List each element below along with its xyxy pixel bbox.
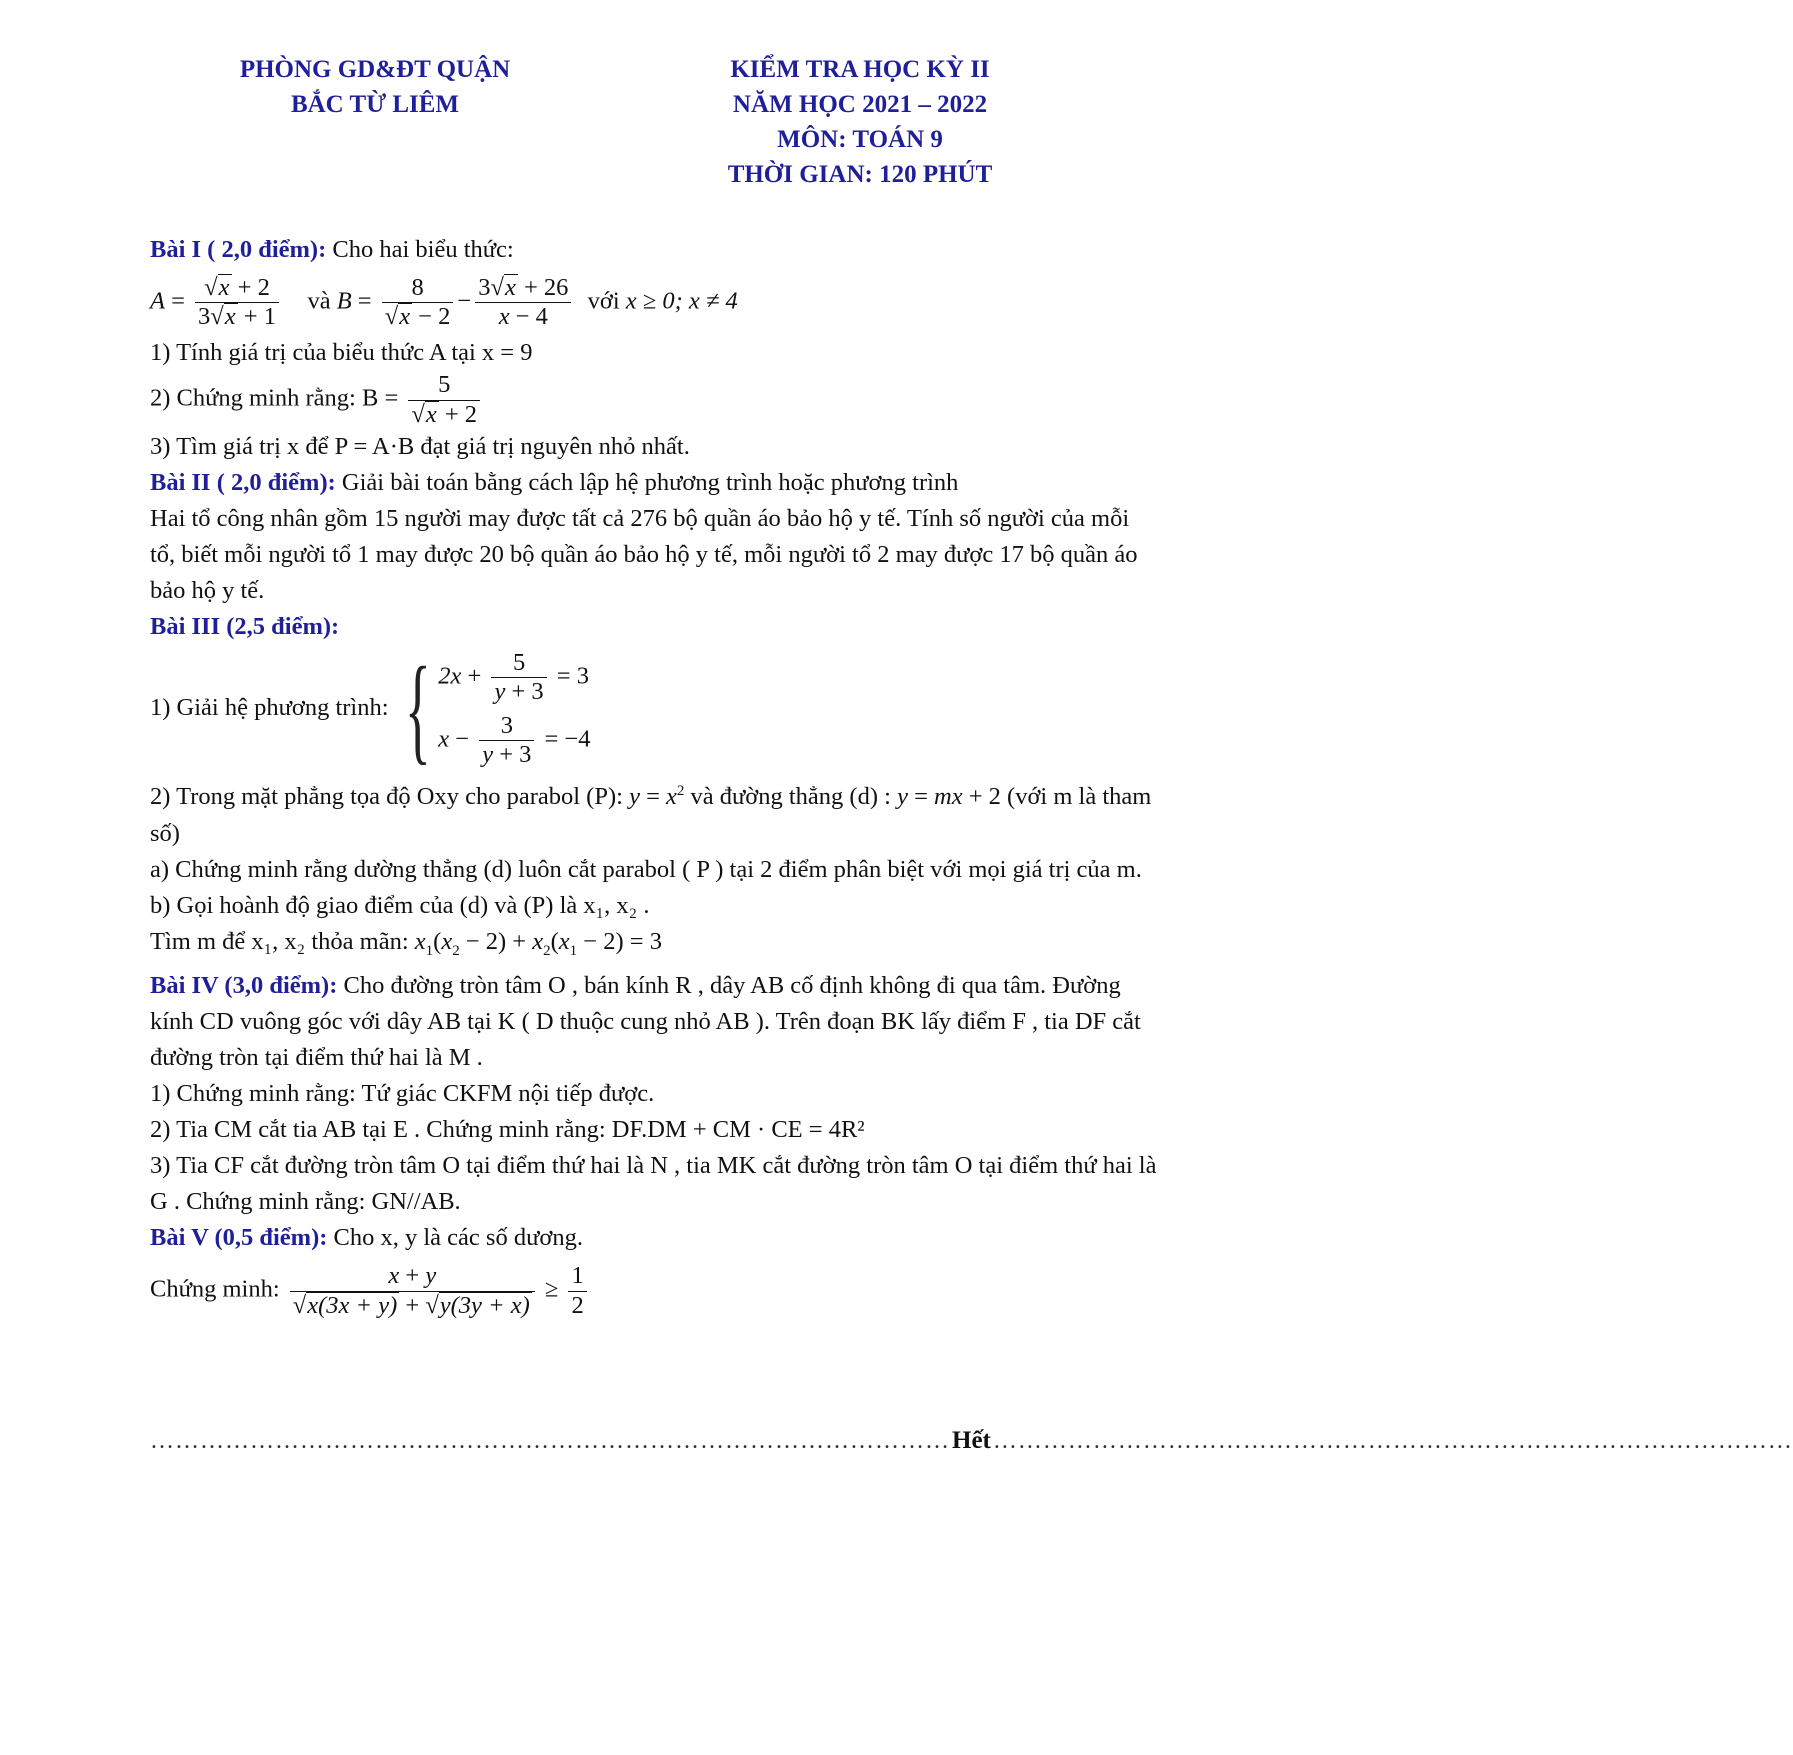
bai3-q2-pre: 2) Trong mặt phẳng tọa độ Oxy cho parabol (P):	[150, 783, 623, 811]
bai5-heading	[150, 1220, 1160, 1256]
equation-system: { 2x + $\frac{5}{y + 3}$ = 3 x − $\frac{3}{y + 3}$ = −4	[404, 642, 591, 776]
equation-1: 2x + $\frac{5}{y + 3}$ = 3	[438, 648, 589, 705]
header-exam-time: THỜI GIAN: 120 PHÚT	[727, 161, 993, 188]
bai1-title: Bài I ( 2,0 điểm):	[150, 236, 327, 263]
bai4-title: Bài IV (3,0 điểm):	[150, 972, 338, 1000]
header-exam-subject: MÔN: TOÁN 9	[777, 126, 943, 153]
equation-2: x − $\frac{3}{y + 3}$ = −4	[438, 712, 591, 769]
bai1-q2-text: 2) Chứng minh rằng:	[150, 384, 356, 412]
bai4-q3: 3) Tia CF cắt đường tròn tâm O tại điểm thứ hai là N , tia MK cắt đường tròn tâm O tại điểm thứ hai là G . Chứng minh rằng: GN//AB.	[150, 1152, 1157, 1216]
bai1-expressions: A = $\frac{√x + 2}{3√x + 1}$ và B = $\frac{8}{√x - 2}$ − $\frac{3√x + 26}{x - 4}$ với x ≥ 0; x ≠ 4	[150, 274, 738, 331]
bai5-prove: Chứng minh: $\frac{x + y}{√x(3x + y) + √y(3y + x)}$ ≥ $\frac{1}{2}$	[150, 1262, 1160, 1319]
and-word: và	[307, 287, 331, 315]
bai3-q1-text: 1) Giải hệ phương trình:	[150, 693, 389, 721]
bai3-qb2-text: Tìm m để x₁, x₂ thỏa mãn:	[150, 927, 409, 955]
inequality-lhs: $\frac{x + y}{√x(3x + y) + √y(3y + x)}$	[290, 1262, 535, 1319]
bai4-intro: Cho đường tròn tâm O , bán kính R , dây AB cố định không đi qua tâm. Đường kính CD vuông góc với dây AB tại K ( D thuộc cung nhỏ AB ). Trên đoạn BK lấy điểm F , tia DF cắt đường tròn tại điểm thứ hai là M .	[150, 972, 1141, 1072]
header-exam	[660, 52, 1060, 192]
bai3-qb2: Tìm m để x₁, x₂ thỏa mãn: $x_1(x_2 - 2) + x_2(x_1 - 2) = 3$	[150, 927, 662, 959]
bai5-intro: Cho x, y là các số dương.	[333, 1224, 583, 1252]
header-school-line1: PHÒNG GD&ĐT QUẬN	[239, 56, 511, 83]
inequality-rhs: $\frac{1}{2}$	[568, 1262, 586, 1319]
bai3-q2-mid: và đường thẳng (d) :	[690, 783, 891, 811]
bai2-intro: Giải bài toán bằng cách lập hệ phương trình hoặc phương trình	[341, 468, 959, 496]
bai4-q1: 1) Chứng minh rằng: Tứ giác CKFM nội tiếp được.	[150, 1080, 655, 1108]
expr-b-part2: $\frac{3√x + 26}{x - 4}$	[475, 274, 571, 331]
footer-dots-left: ……………………………………………………………………………………	[150, 1428, 950, 1454]
footer	[150, 1427, 1793, 1455]
exam-content	[150, 232, 1160, 1320]
bai5-prove-text: Chứng minh:	[150, 1275, 280, 1303]
bai1-q3: 3) Tìm giá trị x để P = A·B đạt giá trị nguyên nhỏ nhất.	[150, 432, 690, 460]
bai1-heading	[150, 232, 1160, 268]
expr-b-part1: $\frac{8}{√x - 2}$	[382, 274, 454, 331]
bai3-q2-post: (với m là tham số)	[150, 783, 1152, 847]
bai3-qa: a) Chứng minh rằng dường thẳng (d) luôn cắt parabol ( P ) tại 2 điểm phân biệt với mọi giá trị của m.	[150, 855, 1142, 883]
header-exam-title: KIỂM TRA HỌC KỲ II	[730, 56, 990, 83]
bai2-heading	[150, 465, 1160, 501]
bai3-title: Bài III (2,5 điểm):	[150, 612, 340, 640]
end-label: Hết	[952, 1427, 991, 1454]
footer-dots-right: ……………………………………………………………………………………	[992, 1428, 1793, 1454]
header-school-line2: BẮC TỪ LIÊM	[290, 91, 460, 118]
bai3-qb: b) Gọi hoành độ giao điểm của (d) và (P) là x₁, x₂ .	[150, 891, 650, 919]
header-school	[180, 52, 570, 122]
bai2-body: Hai tổ công nhân gồm 15 người may được tất cả 276 bộ quần áo bảo hộ y tế. Tính số người của mỗi tổ, biết mỗi người tổ 1 may được 20 bộ quần áo bảo hộ y tế, mỗi người tổ 2 may được 17 bộ quần áo bảo hộ y tế.	[150, 504, 1138, 604]
domain-condition: x ≥ 0; x ≠ 4	[625, 287, 738, 315]
bai4-q2: 2) Tia CM cắt tia AB tại E . Chứng minh rằng: DF.DM + CM · CE = 4R²	[150, 1116, 865, 1144]
expr-b-result: $\frac{5}{√x + 2}$	[408, 371, 480, 428]
bai3-q1	[150, 642, 1160, 776]
with-word: với	[587, 287, 620, 315]
header-exam-year: NĂM HỌC 2021 – 2022	[732, 91, 988, 118]
expr-a: $\frac{√x + 2}{3√x + 1}$	[195, 274, 279, 331]
bai1-q1: 1) Tính giá trị của biểu thức A tại x = 9	[150, 339, 533, 367]
bai5-title: Bài V (0,5 điểm):	[150, 1224, 328, 1252]
bai1-q2: 2) Chứng minh rằng: B = $\frac{5}{√x + 2}$	[150, 371, 1160, 428]
bai2-title: Bài II ( 2,0 điểm):	[150, 468, 336, 496]
bai1-intro: Cho hai biểu thức:	[332, 236, 514, 263]
bai4-heading	[150, 968, 1160, 1076]
bai3-q2: 2) Trong mặt phẳng tọa độ Oxy cho parabol (P): $y = x^2$ và đường thẳng (d) : y = mx + 2 (với m là tham số)	[150, 783, 1152, 847]
